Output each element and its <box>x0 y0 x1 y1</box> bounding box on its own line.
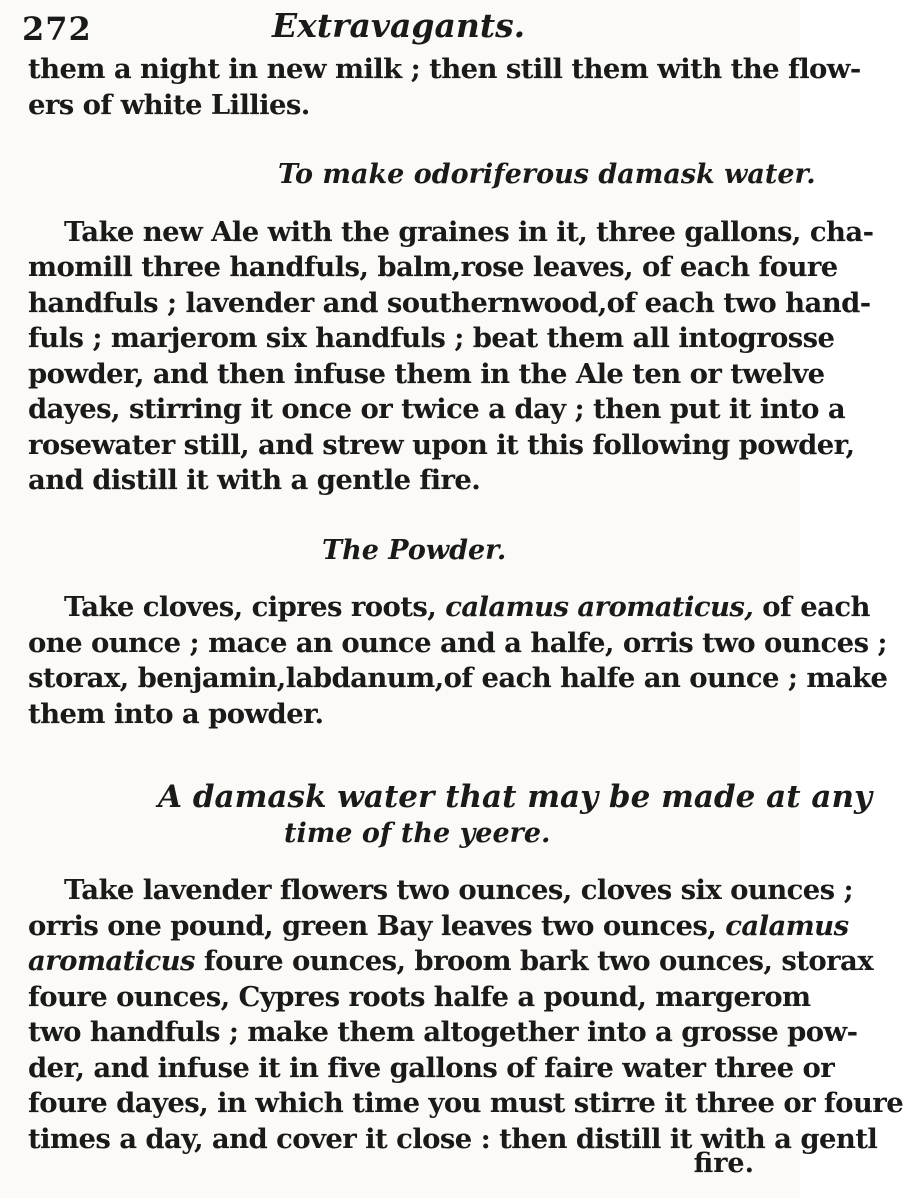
text-line: fuls ; marjerom six handfuls ; beat them all intogrosse <box>28 322 835 354</box>
text-line <box>28 909 849 945</box>
running-head: Extravagants. <box>272 6 526 45</box>
latin-term: calamus aromaticus, <box>445 591 754 623</box>
text-line: powder, and then infuse them in the Ale ten or twelve <box>28 357 825 390</box>
text-fragment: orris one pound, green Bay leaves two ounces, <box>28 909 726 942</box>
text-line: momill three handfuls, balm,rose leaves, of each foure <box>28 251 838 283</box>
text-line: handfuls ; lavender and southernwood,of each two hand- <box>28 286 871 319</box>
body-text <box>28 52 903 1157</box>
latin-term: aromaticus <box>28 945 195 977</box>
text-line: storax, benjamin,labdanum,of each halfe an ounce ; make <box>28 662 888 694</box>
text-line: times a day, and cover it close : then distill it with a gentl <box>28 1122 878 1155</box>
text-line: them into a powder. <box>28 697 324 730</box>
page-header <box>22 0 792 48</box>
text-line: two handfuls ; make them altogether into a grosse pow- <box>28 1016 858 1048</box>
text-fragment: foure ounces, broom bark two ounces, storax <box>194 945 873 977</box>
text-fragment: of each <box>753 591 870 623</box>
text-line: foure dayes, in which time you must stirre it three or foure <box>28 1087 903 1119</box>
text-line: Take lavender flowers two ounces, cloves six ounces ; <box>64 874 854 906</box>
text-line: and distill it with a gentle fire. <box>28 464 481 496</box>
recipe-heading: To make odoriferous damask water. <box>278 159 816 190</box>
text-line: Take new Ale with the graines in it, three gallons, cha- <box>64 215 874 248</box>
text-line: ers of white Lillies. <box>28 88 310 121</box>
text-line: them a night in new milk ; then still them with the flow- <box>28 53 861 85</box>
page-number: 272 <box>22 10 92 48</box>
recipe-heading: A damask water that may be made at any <box>158 779 873 815</box>
catchword: fire. <box>693 1148 754 1179</box>
text-line: dayes, stirring it once or twice a day ; then put it into a <box>28 393 846 425</box>
recipe-heading-continued: time of the yeere. <box>284 817 551 849</box>
text-line <box>28 944 873 980</box>
text-line: rosewater still, and strew upon it this following powder, <box>28 428 855 461</box>
section-heading: The Powder. <box>322 534 507 566</box>
latin-term: calamus <box>725 909 849 942</box>
text-line <box>28 590 870 626</box>
text-line: foure ounces, Cypres roots halfe a pound, margerom <box>28 980 811 1013</box>
text-fragment: Take cloves, cipres roots, <box>64 591 446 623</box>
text-line: der, and infuse it in five gallons of faire water three or <box>28 1051 835 1084</box>
text-line: one ounce ; mace an ounce and a halfe, orris two ounces ; <box>28 626 887 659</box>
